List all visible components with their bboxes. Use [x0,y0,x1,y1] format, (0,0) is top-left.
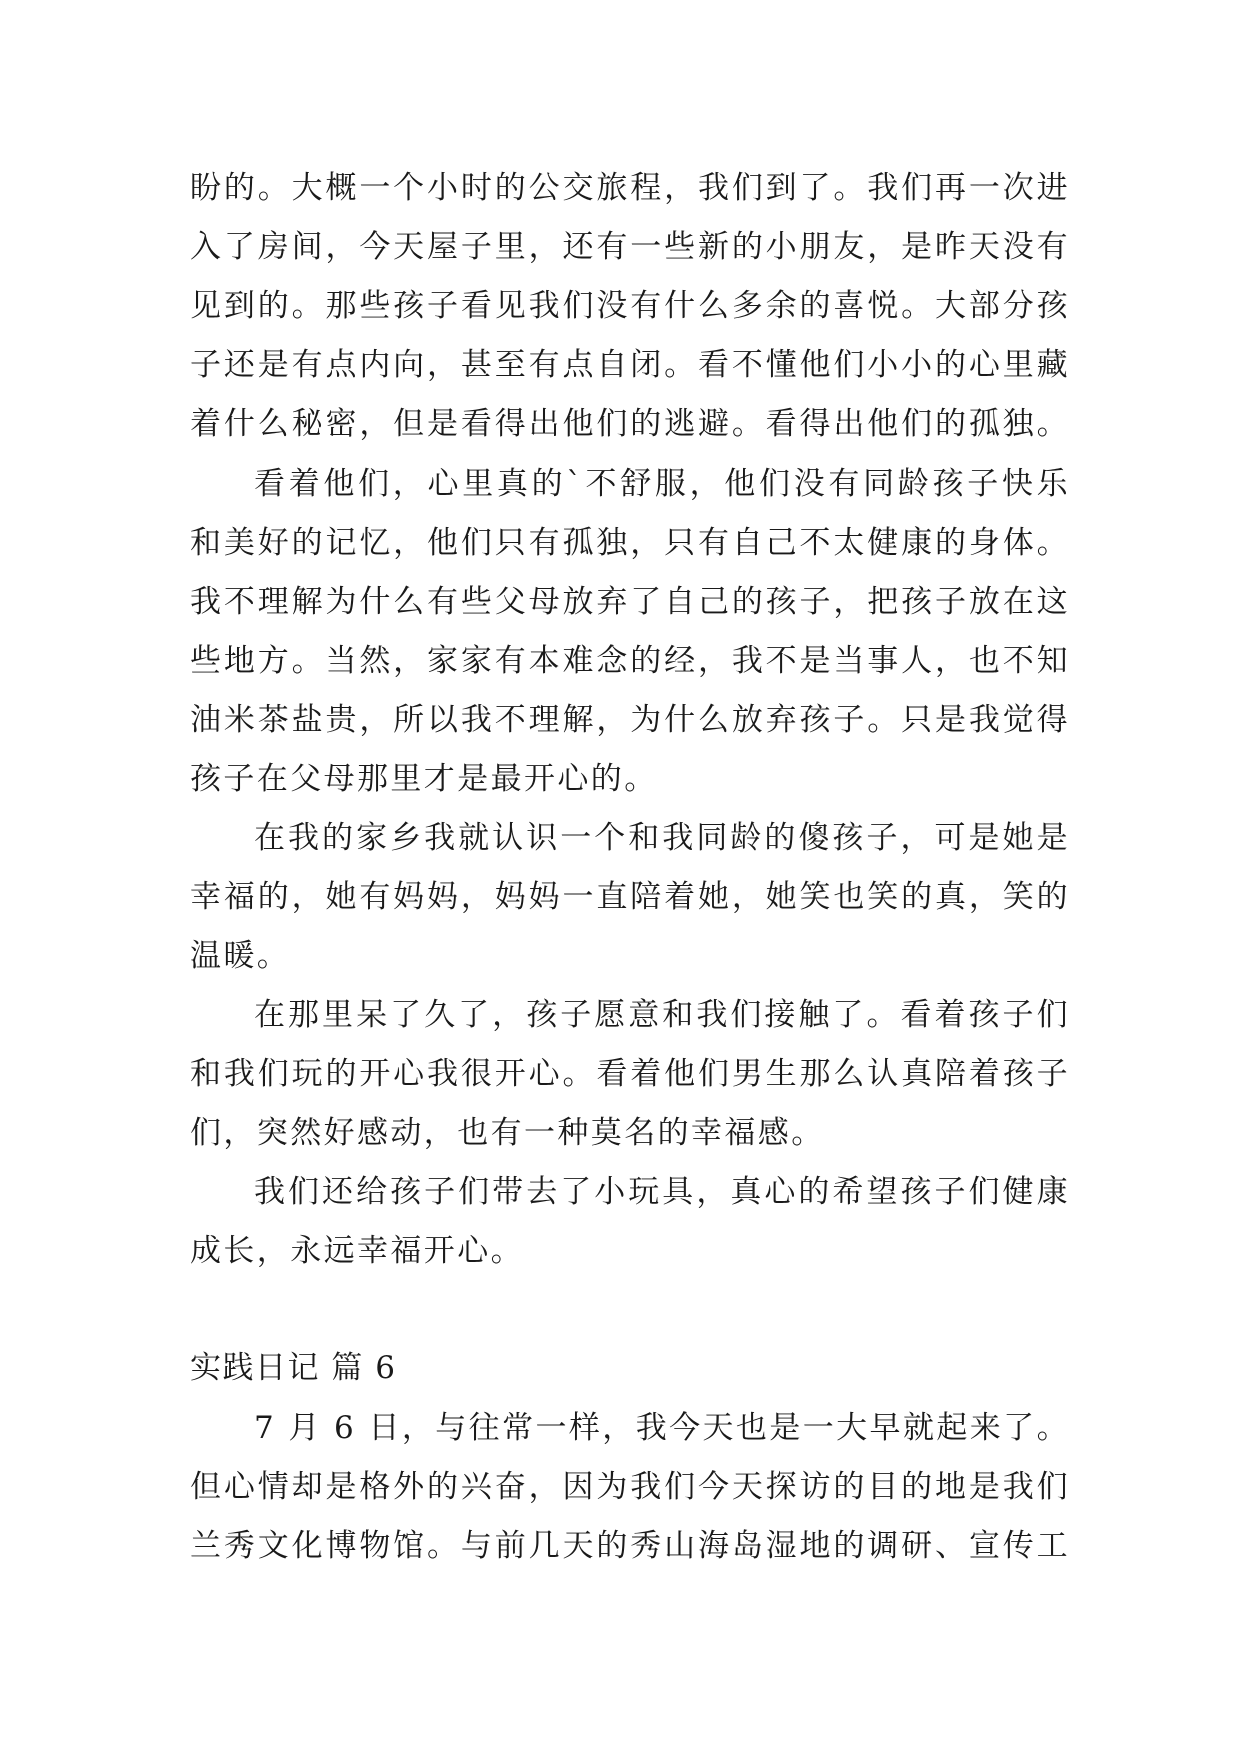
paragraph-line: 子还是有点内向，甚至有点自闭。看不懂他们小小的心里藏 [190,347,1070,383]
paragraph-line: 幸福的，她有妈妈，妈妈一直陪着她，她笑也笑的真，笑的 [190,879,1070,915]
paragraph-line: 见到的。那些孩子看见我们没有什么多余的喜悦。大部分孩 [190,288,1070,324]
paragraph-line: 入了房间，今天屋子里，还有一些新的小朋友，是昨天没有 [190,229,1070,265]
paragraph-first-line: 7 月 6 日，与往常一样，我今天也是一大早就起来了。 [254,1410,1070,1446]
paragraph-line: 着什么秘密，但是看得出他们的逃避。看得出他们的孤独。 [190,406,1070,442]
paragraph-last-line: 们，突然好感动，也有一种莫名的幸福感。 [190,1115,825,1151]
paragraph-last-line: 成长，永远幸福开心。 [190,1233,524,1269]
paragraph-line: 盼的。大概一个小时的公交旅程，我们到了。我们再一次进 [190,170,1070,206]
paragraph-first-line: 看着他们，心里真的`不舒服，他们没有同龄孩子快乐 [254,466,1070,502]
paragraph-line: 我不理解为什么有些父母放弃了自己的孩子，把孩子放在这 [190,584,1070,620]
paragraph-line: 但心情却是格外的兴奋，因为我们今天探访的目的地是我们 [190,1469,1070,1505]
paragraph-line: 和美好的记忆，他们只有孤独，只有自己不太健康的身体。 [190,525,1070,561]
paragraph-last-line: 孩子在父母那里才是最开心的。 [190,761,658,797]
paragraph-first-line: 在我的家乡我就认识一个和我同龄的傻孩子，可是她是 [254,820,1070,856]
paragraph-line: 油米茶盐贵，所以我不理解，为什么放弃孩子。只是我觉得 [190,702,1070,738]
section-heading: 实践日记 篇 6 [190,1350,397,1386]
paragraph-line: 些地方。当然，家家有本难念的经，我不是当事人，也不知 [190,643,1070,679]
paragraph-line: 和我们玩的开心我很开心。看着他们男生那么认真陪着孩子 [190,1056,1070,1092]
paragraph-first-line: 我们还给孩子们带去了小玩具，真心的希望孩子们健康 [254,1174,1070,1210]
paragraph-line: 兰秀文化博物馆。与前几天的秀山海岛湿地的调研、宣传工 [190,1528,1070,1564]
paragraph-last-line: 温暖。 [190,938,291,974]
paragraph-first-line: 在那里呆了久了，孩子愿意和我们接触了。看着孩子们 [254,997,1070,1033]
